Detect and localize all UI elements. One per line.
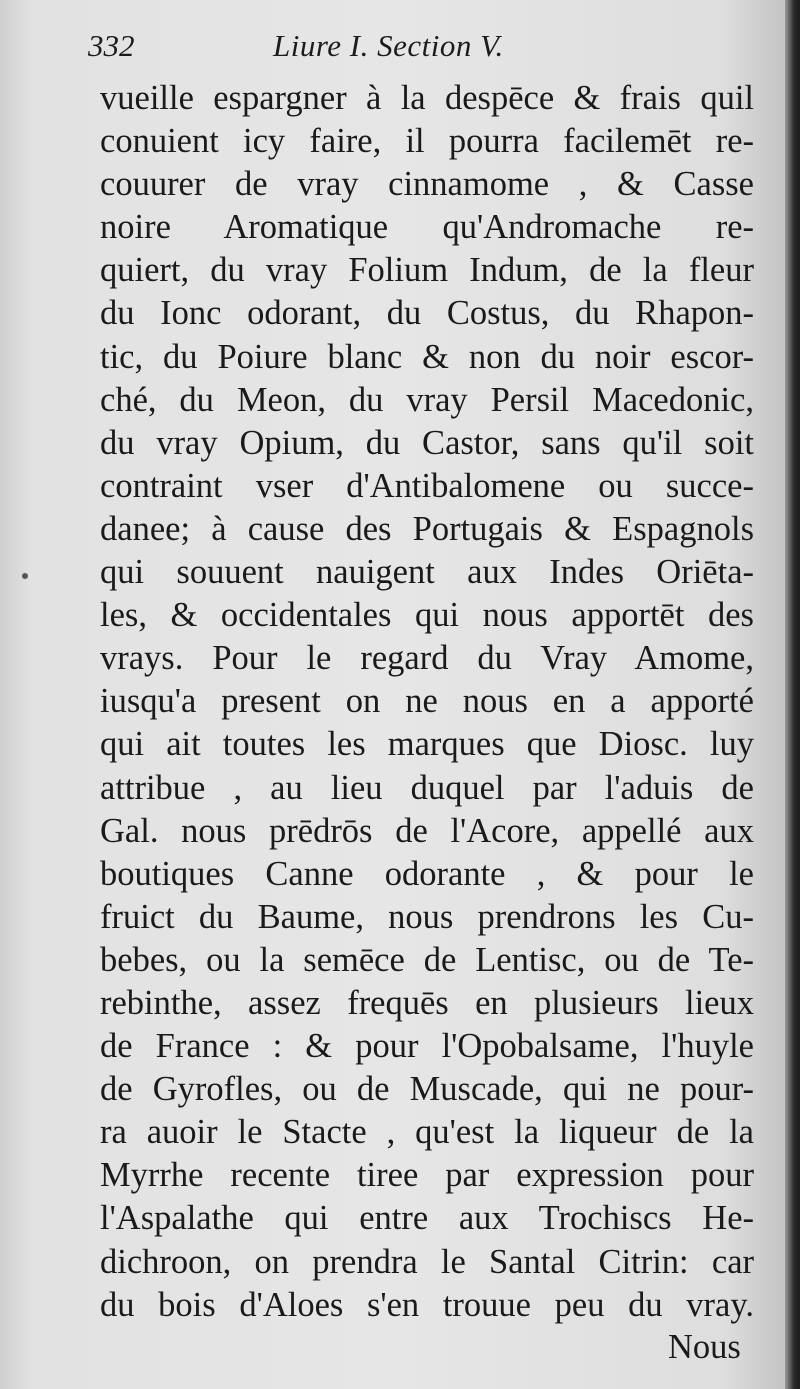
page-edge <box>785 0 800 1389</box>
text-line: quiert, du vray Folium Indum, de la fleur <box>100 251 754 290</box>
text-line: attribue , au lieu duquel par l'aduis de <box>100 768 754 807</box>
page-number: 332 <box>88 28 135 63</box>
text-line: vueille espargner à la despēce & frais quil <box>100 79 754 117</box>
catchword: Nous <box>668 1328 741 1366</box>
running-head: Liure I. Section V. <box>273 28 504 63</box>
text-line: du vray Opium, du Castor, sans qu'il soit <box>100 423 754 462</box>
text-line: couurer de vray cinnamome , & Casse <box>100 165 754 204</box>
text-line: fruict du Baume, nous prendrons les Cu- <box>100 897 754 936</box>
text-line: iusqu'a present on ne nous en a apporté <box>100 682 754 721</box>
text-line: ra auoir le Stacte , qu'est la liqueur de la <box>100 1113 754 1152</box>
text-line: ché, du Meon, du vray Persil Macedonic, <box>100 380 754 419</box>
text-line: bebes, ou la semēce de Lentisc, ou de Te- <box>100 940 754 979</box>
text-line: boutiques Canne odorante , & pour le <box>100 854 754 893</box>
text-line: Myrrhe recente tiree par expression pour <box>100 1156 754 1195</box>
text-line: du bois d'Aloes s'en trouue peu du vray. <box>100 1285 754 1324</box>
text-line: noire Aromatique qu'Andromache re- <box>100 208 754 247</box>
text-line: l'Aspalathe qui entre aux Trochiscs He- <box>100 1199 754 1238</box>
text-line: tic, du Poiure blanc & non du noir escor- <box>100 337 754 376</box>
text-line: de France : & pour l'Opobalsame, l'huyle <box>100 1027 754 1066</box>
body-text <box>100 77 754 1327</box>
text-line: vrays. Pour le regard du Vray Amome, <box>100 639 754 678</box>
text-line: danee; à cause des Portugais & Espagnols <box>100 509 754 548</box>
text-line: les, & occidentales qui nous apportēt des <box>100 596 754 635</box>
text-line: qui souuent nauigent aux Indes Oriēta- <box>100 553 754 592</box>
text-line: Gal. nous prēdrōs de l'Acore, appellé aux <box>100 811 754 850</box>
text-line: qui ait toutes les marques que Diosc. luy <box>100 725 754 764</box>
text-line: de Gyrofles, ou de Muscade, qui ne pour- <box>100 1070 754 1109</box>
ink-smudge <box>22 573 28 579</box>
text-line: rebinthe, assez frequēs en plusieurs lieux <box>100 983 754 1022</box>
text-line: dichroon, on prendra le Santal Citrin: car <box>100 1242 754 1281</box>
text-line: conuient icy faire, il pourra facilemēt re- <box>100 122 754 161</box>
page-header <box>88 28 608 68</box>
text-line: contraint vser d'Antibalomene ou succe- <box>100 466 754 505</box>
text-line: du Ionc odorant, du Costus, du Rhapon- <box>100 294 754 333</box>
